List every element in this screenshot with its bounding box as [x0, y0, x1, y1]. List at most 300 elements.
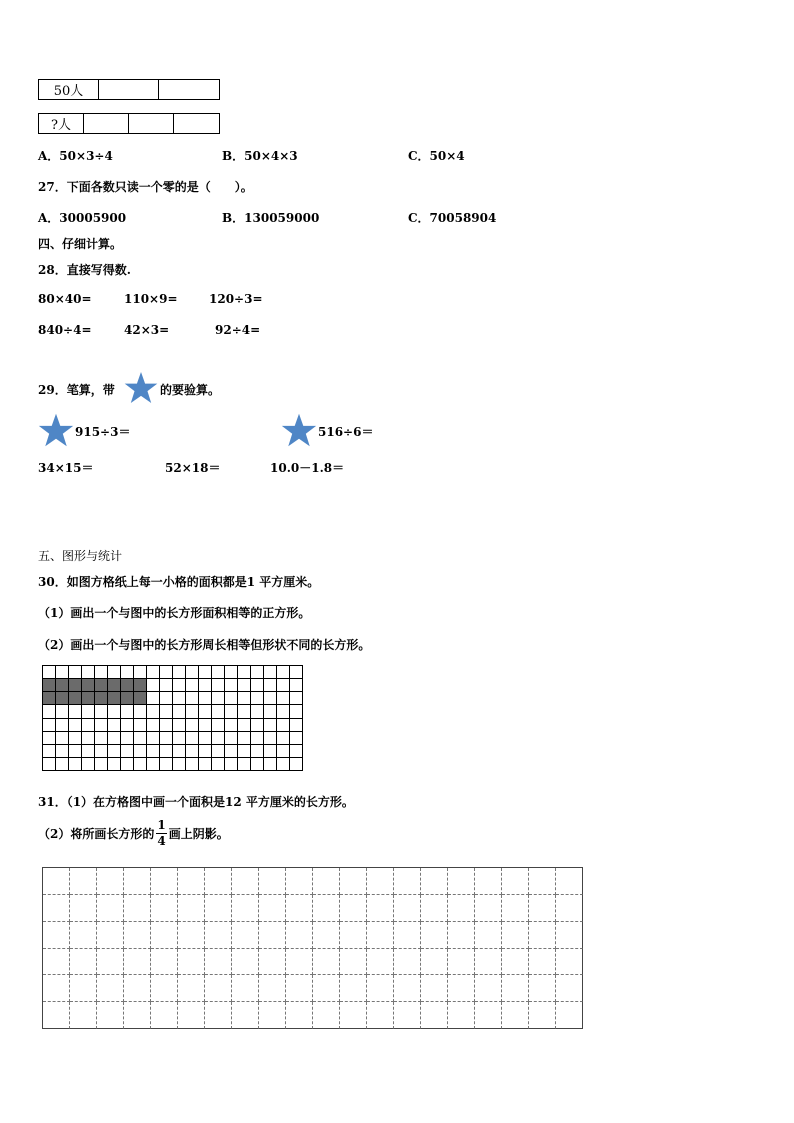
grid-cell — [70, 975, 97, 1002]
grid-cell — [251, 705, 264, 718]
grid-cell — [151, 922, 178, 949]
grid-cell — [238, 666, 251, 679]
q29-item: 10.0－1.8＝ — [270, 461, 345, 475]
grid-cell — [205, 1002, 232, 1029]
grid-cell-shaded — [108, 692, 121, 705]
grid-cell — [82, 758, 95, 771]
bar-segment — [159, 80, 219, 99]
grid-cell — [225, 719, 238, 732]
grid-cell — [475, 868, 502, 895]
grid-cell — [502, 895, 529, 922]
grid-cell — [178, 949, 205, 976]
q26-option-b: B．50×4×3 — [222, 149, 298, 163]
grid-cell — [259, 975, 286, 1002]
grid-cell — [121, 705, 134, 718]
grid-cell — [277, 719, 290, 732]
grid-cell — [259, 868, 286, 895]
grid-cell — [277, 679, 290, 692]
grid-cell — [290, 732, 303, 745]
grid-cell — [147, 745, 160, 758]
grid-cell — [264, 692, 277, 705]
grid-cell — [186, 705, 199, 718]
grid-cell — [95, 719, 108, 732]
grid-cell — [313, 922, 340, 949]
grid-cell — [151, 949, 178, 976]
grid-cell — [69, 705, 82, 718]
grid-cell — [147, 719, 160, 732]
grid-cell — [95, 745, 108, 758]
q28-question: 28．直接写得数. — [38, 263, 131, 277]
grid-cell — [70, 949, 97, 976]
q30-part1: （1）画出一个与图中的长方形面积相等的正方形。 — [38, 606, 311, 620]
grid-cell — [173, 666, 186, 679]
grid-cell — [124, 922, 151, 949]
grid-cell — [69, 719, 82, 732]
grid-cell — [97, 868, 124, 895]
bar-segment — [174, 114, 219, 133]
grid-cell — [421, 1002, 448, 1029]
grid-cell — [290, 745, 303, 758]
grid-cell — [82, 705, 95, 718]
grid-cell-shaded — [69, 679, 82, 692]
grid-cell — [82, 719, 95, 732]
grid-cell — [151, 975, 178, 1002]
grid-cell — [340, 895, 367, 922]
grid-cell — [475, 949, 502, 976]
grid-cell — [502, 1002, 529, 1029]
grid-cell — [173, 692, 186, 705]
bar-diagram-bottom — [38, 113, 220, 134]
grid-cell — [448, 895, 475, 922]
grid-cell — [475, 1002, 502, 1029]
grid-cell — [186, 719, 199, 732]
grid-cell — [529, 868, 556, 895]
grid-cell — [394, 1002, 421, 1029]
grid-cell — [121, 719, 134, 732]
grid-cell — [95, 705, 108, 718]
q30-question: 30．如图方格纸上每一小格的面积都是1 平方厘米。 — [38, 575, 320, 589]
grid-cell — [529, 975, 556, 1002]
grid-cell — [502, 922, 529, 949]
grid-cell — [212, 745, 225, 758]
grid-cell — [556, 922, 583, 949]
grid-cell — [56, 745, 69, 758]
q28-item: 92÷4= — [215, 323, 261, 337]
q28-item: 840÷4= — [38, 323, 92, 337]
grid-cell — [134, 666, 147, 679]
grid-cell — [56, 705, 69, 718]
grid-cell — [502, 949, 529, 976]
grid-cell — [43, 732, 56, 745]
grid-cell — [286, 1002, 313, 1029]
q28-item: 110×9= — [124, 292, 178, 306]
grid-cell — [124, 868, 151, 895]
grid-cell — [56, 666, 69, 679]
grid-cell — [529, 1002, 556, 1029]
grid-cell — [556, 975, 583, 1002]
grid-cell — [340, 922, 367, 949]
bar-segment — [84, 114, 129, 133]
grid-cell — [340, 975, 367, 1002]
grid-cell — [95, 758, 108, 771]
grid-cell — [313, 975, 340, 1002]
grid-cell — [134, 758, 147, 771]
grid-cell — [134, 745, 147, 758]
grid-cell — [212, 758, 225, 771]
grid-cell — [97, 949, 124, 976]
grid-cell — [367, 975, 394, 1002]
q26-option-c: C．50×4 — [408, 149, 465, 163]
grid-cell — [121, 732, 134, 745]
q31-part1: 31．（1）在方格图中画一个面积是12 平方厘米的长方形。 — [38, 795, 354, 809]
grid-paper-q30 — [42, 665, 303, 771]
grid-cell — [212, 692, 225, 705]
grid-cell — [238, 758, 251, 771]
grid-cell — [160, 745, 173, 758]
grid-cell — [232, 1002, 259, 1029]
grid-cell — [232, 949, 259, 976]
grid-cell — [121, 758, 134, 771]
q29-item: 516÷6＝ — [318, 425, 374, 439]
grid-cell — [56, 732, 69, 745]
grid-cell — [186, 666, 199, 679]
grid-cell — [173, 679, 186, 692]
grid-cell — [186, 679, 199, 692]
grid-cell — [160, 666, 173, 679]
grid-cell — [69, 666, 82, 679]
grid-cell — [108, 666, 121, 679]
grid-cell — [421, 868, 448, 895]
grid-cell — [475, 895, 502, 922]
fraction-one-quarter — [156, 818, 166, 849]
q26-option-a: A．50×3÷4 — [38, 149, 113, 163]
grid-cell — [97, 975, 124, 1002]
grid-cell — [225, 679, 238, 692]
grid-cell — [286, 949, 313, 976]
grid-cell — [43, 922, 70, 949]
grid-cell — [251, 745, 264, 758]
grid-cell — [286, 868, 313, 895]
grid-cell-shaded — [108, 679, 121, 692]
grid-cell-shaded — [121, 679, 134, 692]
grid-cell — [421, 975, 448, 1002]
grid-cell — [448, 975, 475, 1002]
grid-cell — [238, 705, 251, 718]
grid-cell — [290, 666, 303, 679]
grid-cell — [290, 758, 303, 771]
grid-cell — [151, 868, 178, 895]
grid-cell-shaded — [56, 679, 69, 692]
grid-cell — [43, 1002, 70, 1029]
grid-cell — [448, 868, 475, 895]
grid-cell — [56, 758, 69, 771]
grid-cell — [43, 895, 70, 922]
grid-cell — [82, 666, 95, 679]
grid-cell — [421, 922, 448, 949]
grid-cell — [394, 868, 421, 895]
grid-cell — [147, 679, 160, 692]
grid-cell — [124, 1002, 151, 1029]
grid-cell — [556, 868, 583, 895]
grid-cell — [556, 949, 583, 976]
q27-option-a: A．30005900 — [38, 211, 127, 225]
grid-cell — [199, 758, 212, 771]
bar-segment — [99, 80, 159, 99]
grid-cell — [173, 745, 186, 758]
grid-cell — [238, 745, 251, 758]
grid-cell — [186, 745, 199, 758]
grid-cell — [251, 679, 264, 692]
grid-cell — [178, 1002, 205, 1029]
grid-cell — [199, 705, 212, 718]
grid-cell — [56, 719, 69, 732]
star-icon — [38, 413, 74, 447]
grid-cell — [238, 719, 251, 732]
grid-cell-shaded — [82, 679, 95, 692]
bar-segment-labeled — [39, 114, 84, 133]
grid-cell — [199, 732, 212, 745]
grid-cell — [225, 666, 238, 679]
grid-cell — [69, 758, 82, 771]
grid-cell — [108, 705, 121, 718]
grid-cell — [277, 705, 290, 718]
grid-cell — [147, 666, 160, 679]
bar-top-label: 50人 — [53, 84, 84, 99]
grid-cell — [313, 868, 340, 895]
grid-cell — [205, 975, 232, 1002]
grid-cell — [95, 732, 108, 745]
grid-cell — [313, 949, 340, 976]
grid-cell — [43, 758, 56, 771]
grid-cell — [238, 732, 251, 745]
grid-cell — [290, 705, 303, 718]
grid-cell — [124, 975, 151, 1002]
grid-cell — [277, 666, 290, 679]
q29-question-suffix: 的要验算。 — [160, 383, 221, 397]
bar-segment — [129, 114, 174, 133]
grid-cell — [82, 732, 95, 745]
grid-cell-shaded — [95, 692, 108, 705]
grid-cell — [97, 895, 124, 922]
grid-cell — [367, 922, 394, 949]
q31-part2-suffix: 画上阴影。 — [168, 827, 229, 841]
grid-cell — [225, 692, 238, 705]
grid-cell — [108, 758, 121, 771]
grid-cell — [251, 732, 264, 745]
grid-cell — [97, 1002, 124, 1029]
grid-cell — [264, 679, 277, 692]
bar-bottom-label: ?人 — [51, 118, 71, 133]
q29-item: 52×18＝ — [165, 461, 221, 475]
grid-cell — [232, 922, 259, 949]
grid-cell — [502, 868, 529, 895]
q28-item: 42×3= — [124, 323, 170, 337]
grid-cell — [264, 732, 277, 745]
grid-cell — [394, 895, 421, 922]
grid-cell — [70, 1002, 97, 1029]
grid-cell — [212, 666, 225, 679]
grid-cell — [212, 679, 225, 692]
grid-cell — [232, 868, 259, 895]
fraction-denominator: 4 — [157, 834, 166, 848]
grid-cell — [225, 732, 238, 745]
grid-cell — [313, 1002, 340, 1029]
grid-cell — [186, 692, 199, 705]
grid-cell — [251, 666, 264, 679]
star-icon — [124, 371, 158, 404]
grid-cell — [43, 719, 56, 732]
grid-cell — [225, 705, 238, 718]
grid-cell — [394, 975, 421, 1002]
grid-cell — [43, 705, 56, 718]
grid-cell — [238, 679, 251, 692]
grid-cell — [529, 922, 556, 949]
grid-cell — [178, 922, 205, 949]
grid-cell — [147, 692, 160, 705]
section-4-title: 四、仔细计算。 — [38, 237, 123, 251]
grid-cell — [340, 949, 367, 976]
grid-cell — [232, 895, 259, 922]
grid-cell — [121, 745, 134, 758]
grid-cell — [124, 949, 151, 976]
grid-cell — [290, 679, 303, 692]
q31-part2-prefix: （2）将所画长方形的 — [38, 827, 155, 841]
grid-cell — [264, 666, 277, 679]
grid-cell — [286, 895, 313, 922]
grid-cell — [108, 719, 121, 732]
grid-cell — [134, 732, 147, 745]
grid-cell — [264, 705, 277, 718]
grid-cell — [97, 922, 124, 949]
grid-cell — [277, 758, 290, 771]
grid-cell — [340, 1002, 367, 1029]
grid-cell — [95, 666, 108, 679]
grid-cell — [421, 895, 448, 922]
grid-cell — [151, 1002, 178, 1029]
grid-cell — [160, 732, 173, 745]
grid-cell — [448, 922, 475, 949]
grid-cell — [199, 666, 212, 679]
grid-cell — [286, 922, 313, 949]
q31-part2 — [38, 818, 229, 849]
grid-cell — [178, 868, 205, 895]
grid-cell — [251, 719, 264, 732]
grid-cell — [173, 705, 186, 718]
grid-cell — [173, 719, 186, 732]
grid-cell — [160, 719, 173, 732]
grid-cell — [277, 745, 290, 758]
q29-item: 34×15＝ — [38, 461, 94, 475]
grid-cell — [421, 949, 448, 976]
grid-cell — [502, 975, 529, 1002]
grid-cell — [151, 895, 178, 922]
grid-cell-shaded — [121, 692, 134, 705]
grid-cell — [186, 732, 199, 745]
grid-cell — [264, 758, 277, 771]
grid-cell — [259, 922, 286, 949]
q28-item: 80×40= — [38, 292, 92, 306]
grid-cell — [394, 949, 421, 976]
grid-cell — [212, 705, 225, 718]
grid-cell — [199, 692, 212, 705]
grid-cell — [70, 895, 97, 922]
grid-cell — [251, 692, 264, 705]
grid-cell — [232, 975, 259, 1002]
grid-cell — [160, 692, 173, 705]
grid-cell — [134, 719, 147, 732]
grid-cell — [448, 949, 475, 976]
section-5-title: 五、图形与统计 — [38, 549, 123, 563]
grid-cell — [147, 758, 160, 771]
grid-cell — [290, 692, 303, 705]
grid-cell — [82, 745, 95, 758]
grid-cell — [259, 895, 286, 922]
grid-cell — [259, 949, 286, 976]
grid-cell — [205, 895, 232, 922]
grid-cell — [160, 705, 173, 718]
grid-cell-shaded — [82, 692, 95, 705]
grid-cell — [277, 692, 290, 705]
grid-cell — [212, 719, 225, 732]
grid-cell-shaded — [43, 679, 56, 692]
grid-cell — [147, 705, 160, 718]
grid-cell — [134, 705, 147, 718]
grid-cell — [43, 868, 70, 895]
grid-cell — [277, 732, 290, 745]
q28-item: 120÷3= — [209, 292, 263, 306]
grid-cell — [70, 922, 97, 949]
grid-cell — [367, 868, 394, 895]
grid-cell — [225, 745, 238, 758]
grid-cell — [186, 758, 199, 771]
q27-option-c: C．70058904 — [408, 211, 497, 225]
grid-cell — [264, 745, 277, 758]
grid-cell-shaded — [43, 692, 56, 705]
grid-cell — [238, 692, 251, 705]
grid-cell — [199, 679, 212, 692]
grid-cell — [212, 732, 225, 745]
grid-cell — [367, 949, 394, 976]
grid-cell — [147, 732, 160, 745]
grid-cell-shaded — [69, 692, 82, 705]
grid-cell — [475, 922, 502, 949]
grid-cell-shaded — [95, 679, 108, 692]
q27-question: 27．下面各数只读一个零的是（ ）。 — [38, 180, 253, 194]
grid-cell — [205, 868, 232, 895]
fraction-numerator: 1 — [157, 818, 166, 832]
grid-cell — [313, 895, 340, 922]
grid-cell-shaded — [134, 679, 147, 692]
grid-cell — [160, 679, 173, 692]
grid-cell — [43, 975, 70, 1002]
grid-cell — [251, 758, 264, 771]
q29-item: 915÷3＝ — [75, 425, 131, 439]
grid-cell — [173, 732, 186, 745]
grid-cell — [173, 758, 186, 771]
grid-cell — [286, 975, 313, 1002]
grid-cell — [340, 868, 367, 895]
grid-cell — [43, 666, 56, 679]
grid-cell — [225, 758, 238, 771]
grid-cell — [448, 1002, 475, 1029]
grid-cell — [69, 745, 82, 758]
grid-cell — [124, 895, 151, 922]
grid-cell — [43, 745, 56, 758]
grid-cell — [199, 745, 212, 758]
grid-cell-shaded — [56, 692, 69, 705]
bar-diagram-top — [38, 79, 220, 100]
q30-part2: （2）画出一个与图中的长方形周长相等但形状不同的长方形。 — [38, 638, 371, 652]
